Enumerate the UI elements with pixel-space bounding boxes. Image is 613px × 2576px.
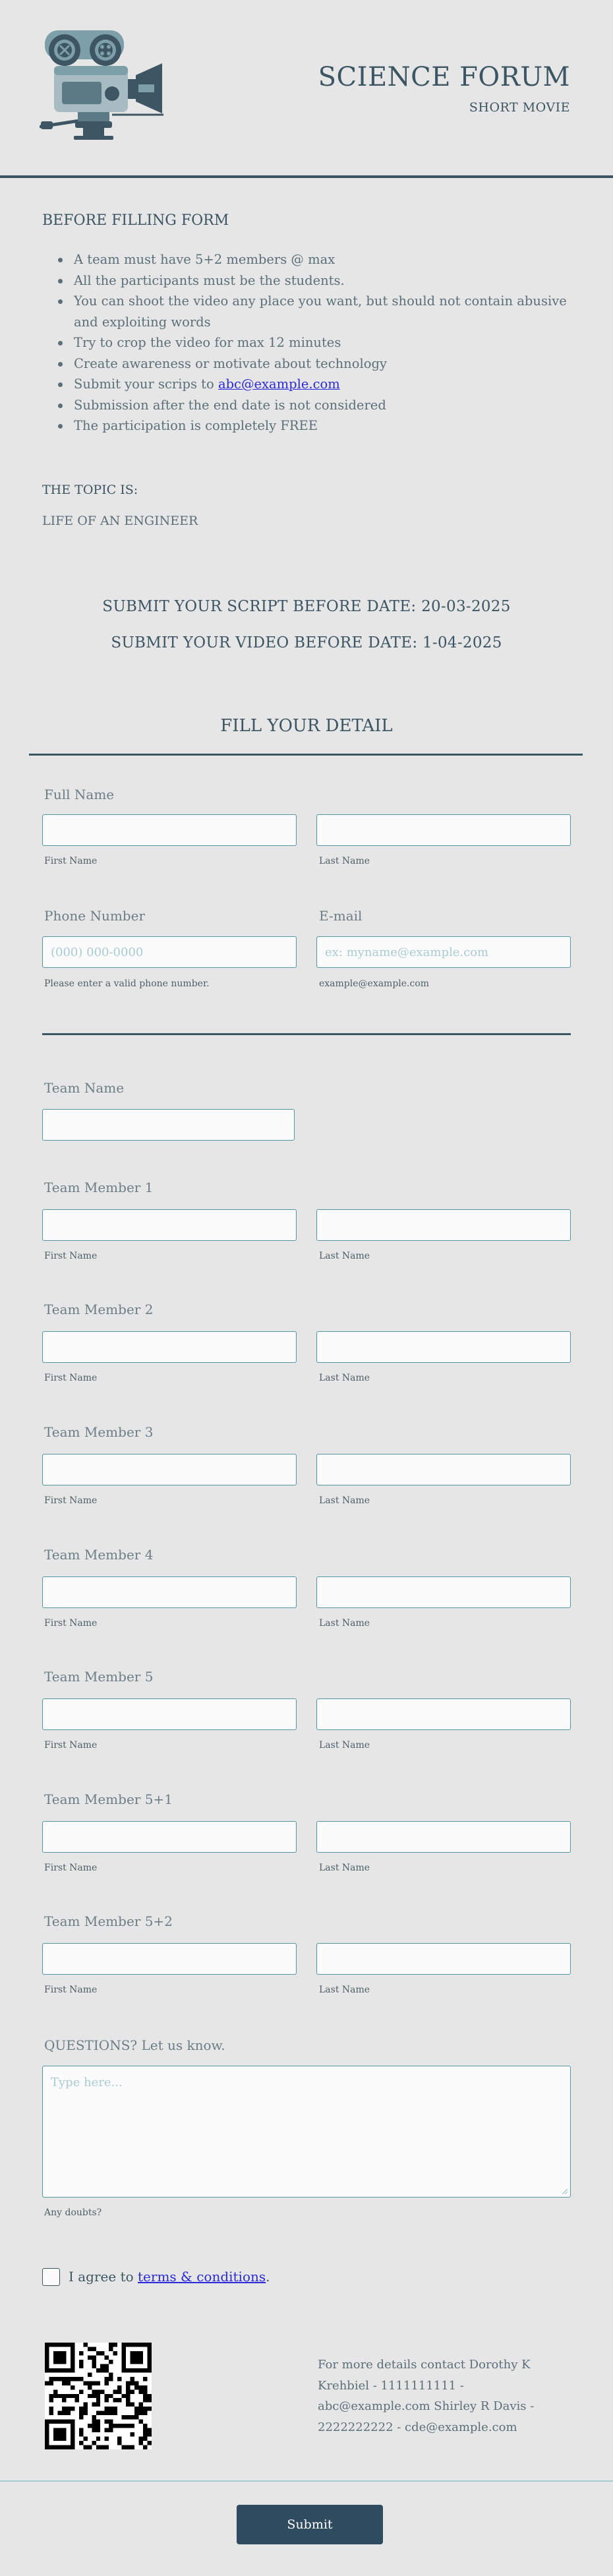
member-7-last-input[interactable] (316, 1943, 571, 1975)
team-member-4-label: Team Member 4 (44, 1547, 154, 1563)
phone-label: Phone Number (44, 908, 145, 924)
list-item: A team must have 5+2 members @ max (74, 249, 575, 270)
header-divider (0, 175, 613, 178)
qr-code-icon (45, 2343, 152, 2449)
list-item: Try to crop the video for max 12 minutes (74, 332, 575, 353)
member-7-first-input[interactable] (42, 1943, 297, 1975)
topic-label: THE TOPIC IS: (42, 483, 138, 497)
member-5-last-input[interactable] (316, 1698, 571, 1730)
form-heading-divider (29, 754, 583, 756)
email-prefix: Submit your scrips to (74, 376, 218, 392)
team-member-1-label: Team Member 1 (44, 1180, 154, 1195)
submit-button[interactable]: Submit (237, 2505, 383, 2544)
first-name-sublabel: First Name (44, 856, 98, 866)
member-2-last-input[interactable] (316, 1331, 571, 1363)
last-name-sublabel: Last Name (319, 1495, 370, 1506)
team-name-input[interactable] (42, 1109, 295, 1141)
first-name-sublabel: First Name (44, 1495, 98, 1506)
member-3-first-input[interactable] (42, 1454, 297, 1485)
video-deadline: SUBMIT YOUR VIDEO BEFORE DATE: 1-04-2025 (111, 634, 502, 651)
last-name-input[interactable] (316, 814, 571, 846)
member-3-last-input[interactable] (316, 1454, 571, 1485)
full-name-label: Full Name (44, 787, 115, 802)
email-link[interactable]: abc@example.com (218, 376, 340, 392)
contact-info: For more details contact Dorothy K Krehbiel - 1111111111 - abc@example.com Shirley R Davis - 2222222222 - cde@example.com (318, 2358, 535, 2434)
phone-input[interactable] (42, 936, 297, 968)
team-member-5-label: Team Member 5 (44, 1669, 154, 1685)
member-5-first-input[interactable] (42, 1698, 297, 1730)
team-member-3-label: Team Member 3 (44, 1424, 154, 1440)
questions-label: QUESTIONS? Let us know. (44, 2037, 225, 2053)
list-item: All the participants must be the students. (74, 270, 575, 291)
questions-help: Any doubts? (44, 2207, 102, 2218)
list-item (74, 374, 575, 395)
film-camera-icon (40, 29, 165, 141)
footer-divider (0, 2480, 613, 2482)
list-item: You can shoot the video any place you want, but should not contain abusive and exploiting words (74, 291, 575, 332)
section-divider (42, 1033, 571, 1035)
rules-heading: BEFORE FILLING FORM (42, 212, 229, 229)
rules-list (74, 249, 575, 436)
team-member-5-plus-2-label: Team Member 5+2 (44, 1913, 173, 1929)
site-title: SCIENCE FORUM (318, 62, 570, 92)
team-member-2-label: Team Member 2 (44, 1302, 154, 1317)
email-help: example@example.com (319, 978, 430, 989)
first-name-sublabel: First Name (44, 1373, 98, 1383)
questions-textarea[interactable] (42, 2066, 571, 2198)
member-6-first-input[interactable] (42, 1821, 297, 1853)
first-name-input[interactable] (42, 814, 297, 846)
list-item: Submission after the end date is not considered (74, 395, 575, 416)
first-name-sublabel: First Name (44, 1985, 98, 1995)
last-name-sublabel: Last Name (319, 1618, 370, 1629)
last-name-sublabel: Last Name (319, 856, 370, 866)
last-name-sublabel: Last Name (319, 1740, 370, 1751)
member-1-last-input[interactable] (316, 1209, 571, 1241)
site-subtitle: SHORT MOVIE (469, 100, 570, 115)
first-name-sublabel: First Name (44, 1740, 98, 1751)
member-1-first-input[interactable] (42, 1209, 297, 1241)
list-item: The participation is completely FREE (74, 415, 575, 436)
agree-text (69, 2269, 270, 2285)
first-name-sublabel: First Name (44, 1251, 98, 1261)
member-6-last-input[interactable] (316, 1821, 571, 1853)
last-name-sublabel: Last Name (319, 1985, 370, 1995)
agree-checkbox[interactable] (42, 2268, 60, 2286)
last-name-sublabel: Last Name (319, 1251, 370, 1261)
phone-help: Please enter a valid phone number. (44, 978, 210, 989)
resize-grip-icon[interactable] (560, 2187, 568, 2195)
last-name-sublabel: Last Name (319, 1373, 370, 1383)
last-name-sublabel: Last Name (319, 1863, 370, 1873)
first-name-sublabel: First Name (44, 1618, 98, 1629)
topic-value: LIFE OF AN ENGINEER (42, 514, 198, 528)
agree-prefix: I agree to (69, 2269, 138, 2285)
script-deadline: SUBMIT YOUR SCRIPT BEFORE DATE: 20-03-2025 (102, 598, 511, 615)
team-name-label: Team Name (44, 1080, 125, 1096)
email-input[interactable] (316, 936, 571, 968)
email-label: E-mail (319, 908, 363, 924)
agree-suffix: . (266, 2269, 270, 2285)
member-2-first-input[interactable] (42, 1331, 297, 1363)
terms-link[interactable]: terms & conditions (138, 2269, 266, 2285)
form-heading: FILL YOUR DETAIL (220, 716, 393, 736)
list-item: Create awareness or motivate about technology (74, 353, 575, 374)
member-4-first-input[interactable] (42, 1576, 297, 1608)
member-4-last-input[interactable] (316, 1576, 571, 1608)
header (0, 0, 613, 178)
first-name-sublabel: First Name (44, 1863, 98, 1873)
team-member-5-plus-1-label: Team Member 5+1 (44, 1791, 173, 1807)
